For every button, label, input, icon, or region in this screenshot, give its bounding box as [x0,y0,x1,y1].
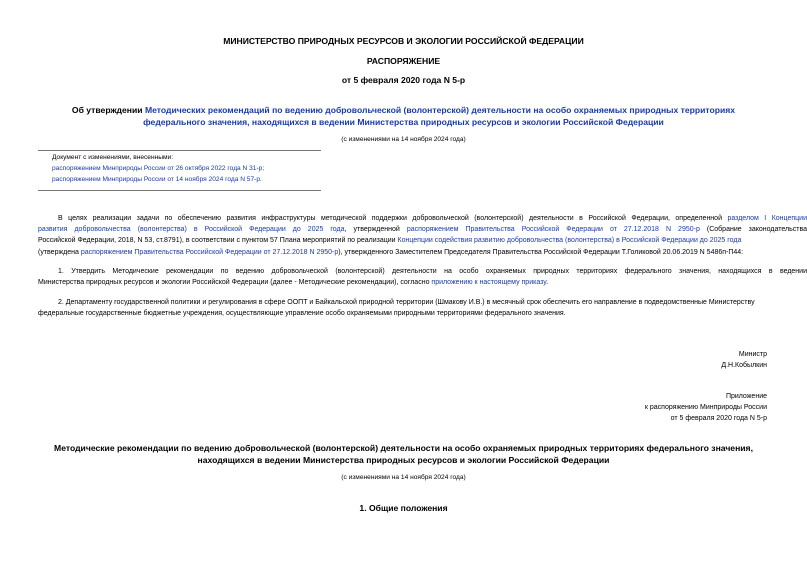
department-line-1: 2. Департаменту государственной политики и регулирования в сфере ООПТ и Байкальской природной территории (Шмакову И.В.) в месячный срок обеспечить его направление в подведомственные Министерству [58,299,755,306]
approve-text: Министерства природных ресурсов и экологии Российской Федерации (далее - Методические рекомендации), согласно [38,279,432,287]
changes-box-heading: Документ с изменениями, внесенными: [52,154,174,161]
change-link-2024[interactable]: распоряжением Минприроды России от 14 ноября 2024 года N 57-р. [52,176,262,183]
approve-line-2 [38,277,807,288]
government-order-link-2[interactable]: распоряжением Правительства Российской Федерации от 27.12.2018 N 2950-р [80,248,339,256]
change-link-2022[interactable]: распоряжением Минприроды России от 26 октября 2022 года N 31-р; [52,165,265,172]
preamble-line-2 [38,224,807,235]
signature-position: Министр [738,351,767,358]
department-line-2: федеральные государственные бюджетные учреждения, осуществляющие управление особо охраняемыми природными территориями федерального значения. [38,310,566,318]
appendix-reference [467,391,767,425]
appendix-link[interactable]: приложению к настоящему приказу [431,279,547,287]
concept-promotion-link[interactable]: Концепции содействия развитию добровольчества (волонтерства) в Российской Федерации до 2025 года [397,237,742,245]
changes-box [52,152,264,185]
appendix-amended-note: (с изменениями на 14 ноября 2024 года) [341,474,466,481]
title-link[interactable]: Методических рекомендаций по ведению добровольческой (волонтерской) деятельности на особо охраняемых природных территориях [144,105,736,115]
preamble-line-3 [38,235,807,246]
preamble-text: Российской Федерации, 2018, N 53, ст.8791), в соответствии с пунктом 57 Плана мероприятий по реализации [38,237,398,245]
government-order-link[interactable]: распоряжением Правительства Российской Федерации от 27.12.2018 N 2950-р [406,226,700,234]
appendix-title [0,442,807,466]
signature-name: Д.Н.Кобылкин [721,362,767,370]
approve-line-1: 1. Утвердить Методические рекомендации по ведению добровольческой (волонтерской) деятельности на особо охраняемых природных территориях федерального значения, находящихся в ведении [58,268,807,275]
preamble-text: В целях реализации задачи по обеспечению развития инфраструктуры методической поддержки добровольческой (волонтерской) деятельности в Российской Федерации, определенной [58,215,728,222]
appendix-title-line-2: находящихся в ведении Министерства природных ресурсов и экологии Российской Федерации [197,455,610,465]
concept-section-link[interactable]: разделом I Концепции [727,215,807,222]
appendix-label: Приложение [725,393,767,400]
section-heading: 1. Общие положения [359,503,448,513]
preamble-text: (Собрание законодательства [699,226,807,234]
document-type: РАСПОРЯЖЕНИЕ [366,56,441,66]
preamble-text: ), утвержденного Заместителем Председателя Правительства Российской Федерации Т.Голиковой 20.06.2019 N 5486п-П44: [338,248,744,256]
appendix-title-line-1: Методические рекомендации по ведению добровольческой (волонтерской) деятельности на особо охраняемых природных территориях федерального значения, [54,443,753,453]
ministry-heading: МИНИСТЕРСТВО ПРИРОДНЫХ РЕСУРСОВ И ЭКОЛОГИИ РОССИЙСКОЙ ФЕДЕРАЦИИ [223,36,584,46]
paragraph-department [38,297,807,319]
changes-box-top-divider [38,150,321,151]
concept-title-link[interactable]: развития добровольчества (волонтерства) в Российской Федерации до 2025 года [38,226,345,234]
preamble-line-1 [38,213,807,224]
preamble-text: (утверждена [38,248,81,256]
title-link-line2[interactable]: федерального значения, находящихся в ведении Министерства природных ресурсов и экологии Российской Федерации [143,117,664,127]
paragraph-approve [38,266,807,288]
changes-box-bottom-divider [38,190,321,191]
amended-note: (с изменениями на 14 ноября 2024 года) [341,136,466,143]
appendix-ref: к распоряжению Минприроды России [644,404,767,412]
approve-text: . [546,279,549,287]
preamble-line-4 [38,247,807,258]
document-title [0,104,807,128]
document-date-number: от 5 февраля 2020 года N 5-р [341,75,466,85]
paragraph-preamble [38,213,807,258]
signature-block [567,349,767,371]
title-prefix: Об утверждении [71,105,145,115]
appendix-date: от 5 февраля 2020 года N 5-р [670,415,767,423]
preamble-text: , утвержденной [344,226,407,234]
